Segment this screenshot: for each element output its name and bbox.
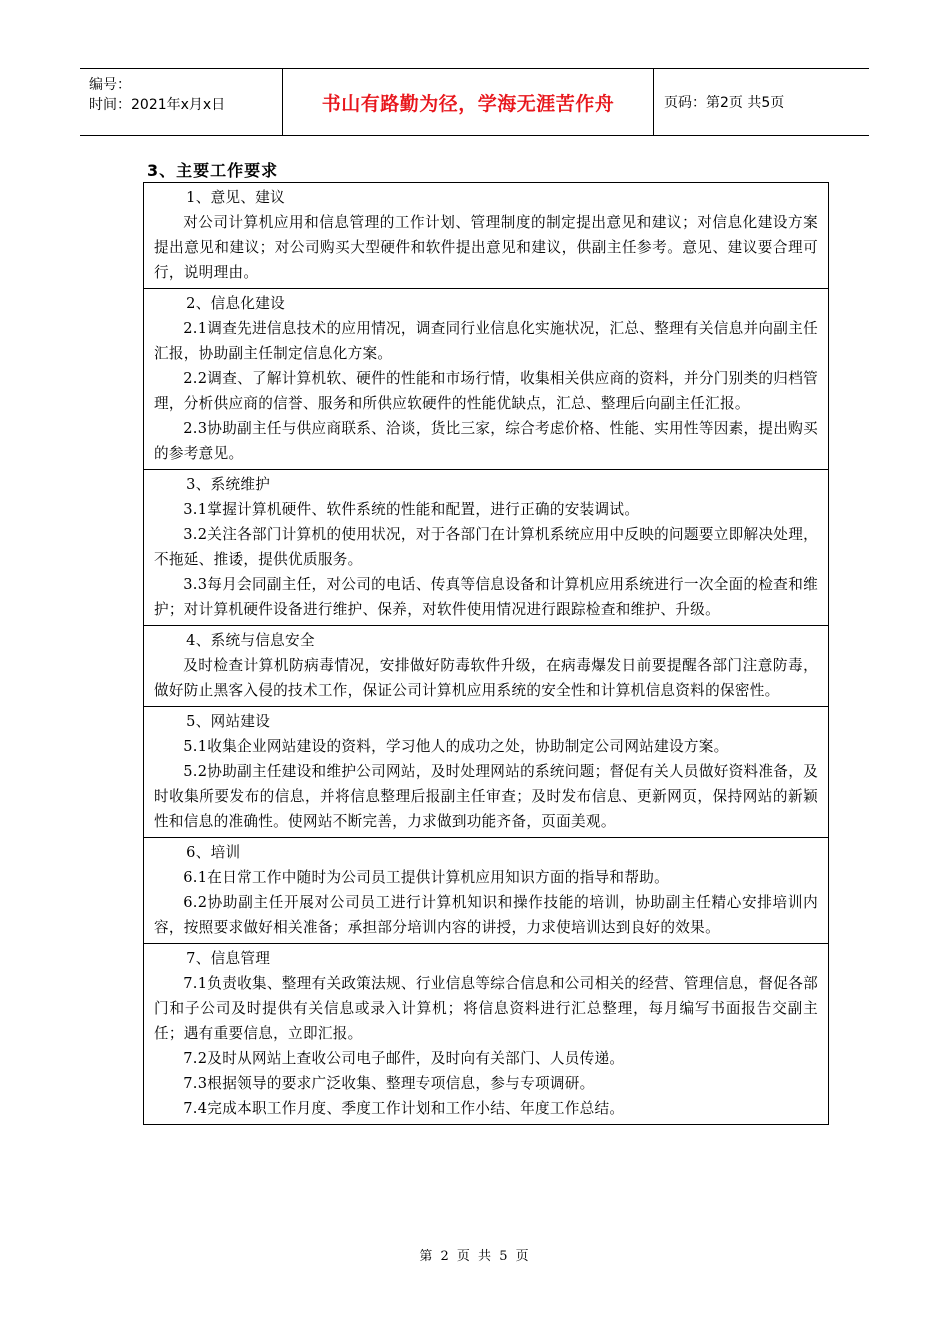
block-paragraph: 2.1调查先进信息技术的应用情况，调查同行业信息化实施状况，汇总、整理有关信息并向副主任汇报，协助副主任制定信息化方案。: [154, 320, 818, 362]
requirement-block: [144, 943, 828, 1124]
block-paragraph: 7.3根据领导的要求广泛收集、整理专项信息，参与专项调研。: [183, 1075, 595, 1092]
header-page-info: 页码：第2页 共5页: [664, 95, 785, 111]
block-paragraph: 3.2关注各部门计算机的使用状况，对于各部门在计算机系统应用中反映的问题要立即解决处理，不拖延、推诿，提供优质服务。: [154, 526, 818, 568]
block-paragraph: 6.2协助副主任开展对公司员工进行计算机知识和操作技能的培训，协助副主任精心安排培训内容，按照要求做好相关准备；承担部分培训内容的讲授，力求使培训达到良好的效果。: [154, 894, 818, 936]
block-paragraph: 2.2调查、了解计算机软、硬件的性能和市场行情，收集相关供应商的资料，并分门别类的归档管理，分析供应商的信誉、服务和所供应软硬件的性能优缺点，汇总、整理后向副主任汇报。: [154, 370, 818, 412]
block-title: 7、信息管理: [186, 950, 271, 967]
header-motto: 书山有路勤为径，学海无涯苦作舟: [282, 69, 654, 135]
block-title: 5、网站建设: [186, 713, 271, 730]
requirement-block: [144, 837, 828, 943]
requirement-block: [144, 288, 828, 469]
requirement-block: [144, 183, 828, 288]
header-meta: [80, 69, 282, 135]
block-paragraph: 对公司计算机应用和信息管理的工作计划、管理制度的制定提出意见和建议；对信息化建设方案提出意见和建议；对公司购买大型硬件和软件提出意见和建议，供副主任参考。意见、建议要合理可行，说明理由。: [154, 214, 818, 281]
block-paragraph: 3.1掌握计算机硬件、软件系统的性能和配置，进行正确的安装调试。: [183, 501, 640, 518]
block-paragraph: 7.1负责收集、整理有关政策法规、行业信息等综合信息和公司相关的经营、管理信息，督促各部门和子公司及时提供有关信息或录入计算机；将信息资料进行汇总整理，每月编写书面报告交副主任；遇有重要信息，立即汇报。: [154, 975, 818, 1042]
requirement-block: [144, 469, 828, 625]
block-paragraph: 2.3协助副主任与供应商联系、洽谈，货比三家，综合考虑价格、性能、实用性等因素，提出购买的参考意见。: [154, 420, 818, 462]
block-title: 1、意见、建议: [186, 189, 286, 206]
section-title: 3、主要工作要求: [147, 161, 279, 180]
page-footer: 第 2 页 共 5 页: [419, 1249, 531, 1264]
requirements-table: [143, 182, 829, 1125]
block-paragraph: 3.3每月会同副主任，对公司的电话、传真等信息设备和计算机应用系统进行一次全面的检查和维护；对计算机硬件设备进行维护、保养，对软件使用情况进行跟踪检查和维护、升级。: [154, 576, 818, 618]
block-paragraph: 及时检查计算机防病毒情况，安排做好防毒软件升级，在病毒爆发日前要提醒各部门注意防毒，做好防止黑客入侵的技术工作，保证公司计算机应用系统的安全性和计算机信息资料的保密性。: [154, 657, 818, 699]
block-title: 6、培训: [186, 844, 241, 861]
block-paragraph: 7.4完成本职工作月度、季度工作计划和工作小结、年度工作总结。: [183, 1100, 625, 1117]
requirement-block: [144, 706, 828, 837]
block-paragraph: 5.2协助副主任建设和维护公司网站，及时处理网站的系统问题；督促有关人员做好资料准备，及时收集所要发布的信息，并将信息整理后报副主任审查；及时发布信息、更新网页，保持网站的新颖性和信息的准确性。使网站不断完善，力求做到功能齐备，页面美观。: [154, 763, 818, 830]
block-title: 2、信息化建设: [186, 295, 286, 312]
doc-code-label: 编号：: [89, 77, 131, 93]
requirement-block: [144, 625, 828, 706]
document-header: [80, 68, 869, 136]
block-paragraph: 7.2及时从网站上查收公司电子邮件，及时向有关部门、人员传递。: [183, 1050, 625, 1067]
block-paragraph: 5.1收集企业网站建设的资料，学习他人的成功之处，协助制定公司网站建设方案。: [183, 738, 729, 755]
block-title: 4、系统与信息安全: [186, 632, 315, 649]
doc-date: 时间：2021年x月x日: [89, 97, 226, 113]
block-paragraph: 6.1在日常工作中随时为公司员工提供计算机应用知识方面的指导和帮助。: [183, 869, 670, 886]
block-title: 3、系统维护: [186, 476, 271, 493]
